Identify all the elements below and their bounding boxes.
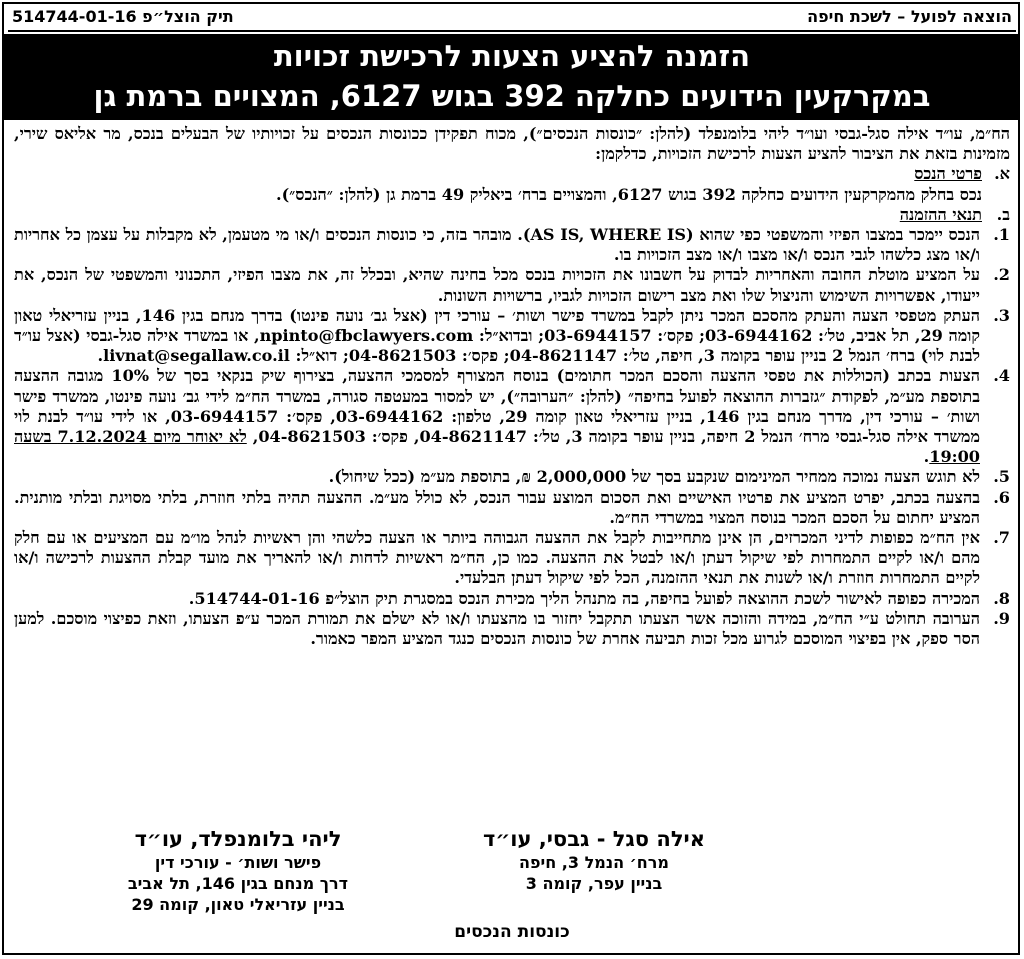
header-bar — [8, 4, 1016, 32]
item-number: 1. — [993, 225, 1010, 245]
item-number: 4. — [993, 366, 1010, 386]
section-b-letter: ב. — [996, 204, 1010, 224]
list-item — [14, 366, 1010, 467]
section-a-letter: א. — [994, 164, 1010, 184]
item-number: 8. — [993, 588, 1010, 608]
item-3-part-c: . — [97, 346, 104, 366]
list-item — [14, 589, 1010, 609]
list-item — [14, 467, 1010, 487]
item-4-part-a: הצעות בכתב (הכוללות את טפסי ההצעה והסכם המכר חתומים) בנוסח המצורף למסמכי ההצעה, בצירוף שיק בנקאי בסך של 10% מגובה ההצעה בתוספת מע״מ, לפקודת ״גזברות ההוצאה לפועל בחיפה״ (להלן: ״הערובה״), יש למסור במעטפה סגורה, במשרד הח״מ לידי גב׳ נועה פינטו, ממשרד פישר ושות׳ – עורכי דין, מדרך מנחם בגין 146, בניין עזריאלי טאון קומה 29, טלפון: 03-6944162, פקס׳: 03-6944157, או לידי עו״ד לבנת לוי ממשרד אילה סגל-גבסי מרח׳ הנמל 2 חיפה, בניין עופר בקומה 3, טל׳: 04-8621147, פקס׳: 04-8621503, — [14, 366, 981, 447]
item-text: בהצעה בכתב, יפרט המציע את פרטיו האישיים ואת הסכום המוצע עבור הנכס, לא כולל מע״מ. ההצעה תהיה בלתי חוזרת, בלתי מסויגת ובלתי מותנית. המציע יחתום על הסכם המכר בנוסח המצוי במשרדי הח״מ. — [14, 487, 980, 527]
item-text: הנכס יימכר במצבו הפיזי והמשפטי כפי שהוא (AS IS, WHERE IS). מובהר בזה, כי כונסות הנכסים ו/או מי מטעמן, לא מקבלות על עצמן כל אחריות ו/או מצג כלשהו לגבי הנכס ו/או מצבו ו/או מצב הזכויות בו. — [14, 225, 981, 265]
section-b-title: תנאי ההזמנה — [899, 204, 982, 224]
signature-left — [88, 826, 388, 915]
item-text: על המציע מוטלת החובה והאחריות לבדוק על חשבונו את הזכויות בנכס מכל בחינה שהיא, ובכלל זה, את מצבו הפיזי, התכנוני והמשפטי של הנכס, את ייעודו, אפשרויות השימוש והניצול שלו ואת מצב רישום הזכויות לגביו, ברשויות השונות. — [14, 265, 980, 305]
notice-body — [14, 124, 1010, 649]
email-link-npinto[interactable]: npinto@fbclawyers.com — [259, 326, 474, 346]
item-text: לא תוגש הצעה נמוכה ממחיר המינימום שנקבע בסך של 2,000,000 ₪, בתוספת מע״מ (ככל שיחול). — [328, 467, 980, 487]
item-text: אין הח״מ כפופות לדיני המכרזים, הן אינן מתחייבות לקבל את ההצעה הגבוהה ביותר או הצעה כלשהי והן ראשיות לנהל מו״מ עם המציעים או עם חלק מהם ו/או לקיים התמחרות לפי שיקול דעתן ו/או לבטל את ההצעה. כמו כן, הח״מ ראשיות לדחות ו/או להאריך את מועד קבלת ההצעות לרכישה ו/או לקיים התמחרות חוזרת ו/או לשנות את תנאי ההזמנה, הכל לפי שיקול דעתן הבלעדי. — [14, 528, 980, 588]
submission-deadline: לא יאוחר מיום 7.12.2024 בשעה 19:00 — [14, 427, 980, 467]
signatory-address: בניין עזריאלי טאון, קומה 29 — [131, 895, 345, 914]
item-text: המכירה כפופה לאישור לשכת ההוצאה לפועל בחיפה, בה מתנהל הליך מכירת הנכס במסגרת תיק הוצל״פ 514744-01-16. — [188, 588, 980, 608]
list-item — [14, 528, 1010, 589]
receivers-footer: כונסות הנכסים — [454, 922, 570, 942]
item-3-part-a: העתק מטפסי הצעה והעתק מהסכם המכר ניתן לקבל במשרד פישר ושות׳ – עורכי דין (אצל גב׳ נועה פינטו) בדרך מנחם בגין 146, בניין עזריאלי טאון קומה 29, תל אביב, טל׳: 03-6944162; פקס׳: 03-6944157; ובדוא״ל: — [14, 305, 981, 346]
title-line-1: הזמנה להציע הצעות לרכישת זכויות — [273, 39, 751, 73]
section-b-heading — [14, 205, 1010, 225]
item-number: 9. — [993, 608, 1010, 628]
list-item — [14, 225, 1010, 265]
item-number: 7. — [993, 528, 1010, 548]
item-number: 3. — [993, 305, 1010, 325]
item-number: 6. — [993, 487, 1010, 507]
section-a-title: פרטי הנכס — [914, 164, 982, 184]
title-line-2: במקרקעין הידועים כחלקה 392 בגוש 6127, המצויים ברמת גן — [93, 79, 931, 113]
signatory-firm: פישר ושות׳ - עורכי דין — [154, 853, 322, 872]
item-3-part-b: , או במשרד אילה סגל-גבסי (אצל עו״ד לבנת לוי) ברח׳ הנמל 2 בניין עופר בקומה 3, חיפה, טל׳: 04-8621147; פקס׳: 04-8621503; דוא״ל: — [14, 326, 980, 366]
header-case-number: תיק הוצל״פ 514744-01-16 — [12, 7, 234, 26]
signatory-address: מרח׳ הנמל 3, חיפה — [519, 853, 669, 872]
item-text — [14, 366, 980, 467]
list-item — [14, 488, 1010, 528]
title-banner — [4, 34, 1020, 120]
item-number: 5. — [993, 467, 1010, 487]
list-item — [14, 306, 1010, 367]
list-item — [14, 265, 1010, 305]
signature-right — [444, 826, 744, 894]
header-court: הוצאה לפועל – לשכת חיפה — [807, 7, 1012, 26]
item-number: 2. — [993, 265, 1010, 285]
signatory-address: בניין עפר, קומה 3 — [525, 874, 663, 893]
section-a-heading — [14, 164, 1010, 184]
item-text — [14, 306, 980, 367]
email-link-livnat[interactable]: livnat@segallaw.co.il — [103, 346, 290, 366]
intro-paragraph: הח״מ, עו״ד אילה סגל-גבסי ועו״ד ליהי בלומנפלד (להלן: ״כונסות הנכסים״), מכוח תפקידן ככונסות הנכסים על זכויותיו של הבעלים בנכס, מר אליאס שירי, מזמינות בזאת את הציבור להציע הצעות לרכישת הזכויות, כדלקמן: — [14, 124, 1010, 164]
item-4-part-b: . — [923, 447, 930, 467]
item-text: הערובה תחולט ע״י הח״מ, במידה והזוכה אשר הצעתו תתקבל יחזור בו מהצעתו ו/או לא ישלם את תמורת המכר ע״פ הצעתו, וזאת כפיצוי מוסכם. למען הסר ספק, אין בפיצוי המוסכם לגרוע מכל זכות תביעה אחרת של כונסות הנכסים כנגד המציע המפר כאמור. — [14, 608, 980, 649]
list-item — [14, 609, 1010, 649]
section-a-text: נכס בחלק מהמקרקעין הידועים כחלקה 392 בגוש 6127, והמצויים ברח׳ ביאליק 49 ברמת גן (להלן: ״הנכס״). — [275, 184, 982, 204]
signatory-name: ליהי בלומנפלד, עו״ד — [134, 827, 342, 851]
signatory-name: אילה סגל - גבסי, עו״ד — [483, 827, 705, 851]
signatory-address: דרך מנחם בגין 146, תל אביב — [127, 874, 349, 893]
